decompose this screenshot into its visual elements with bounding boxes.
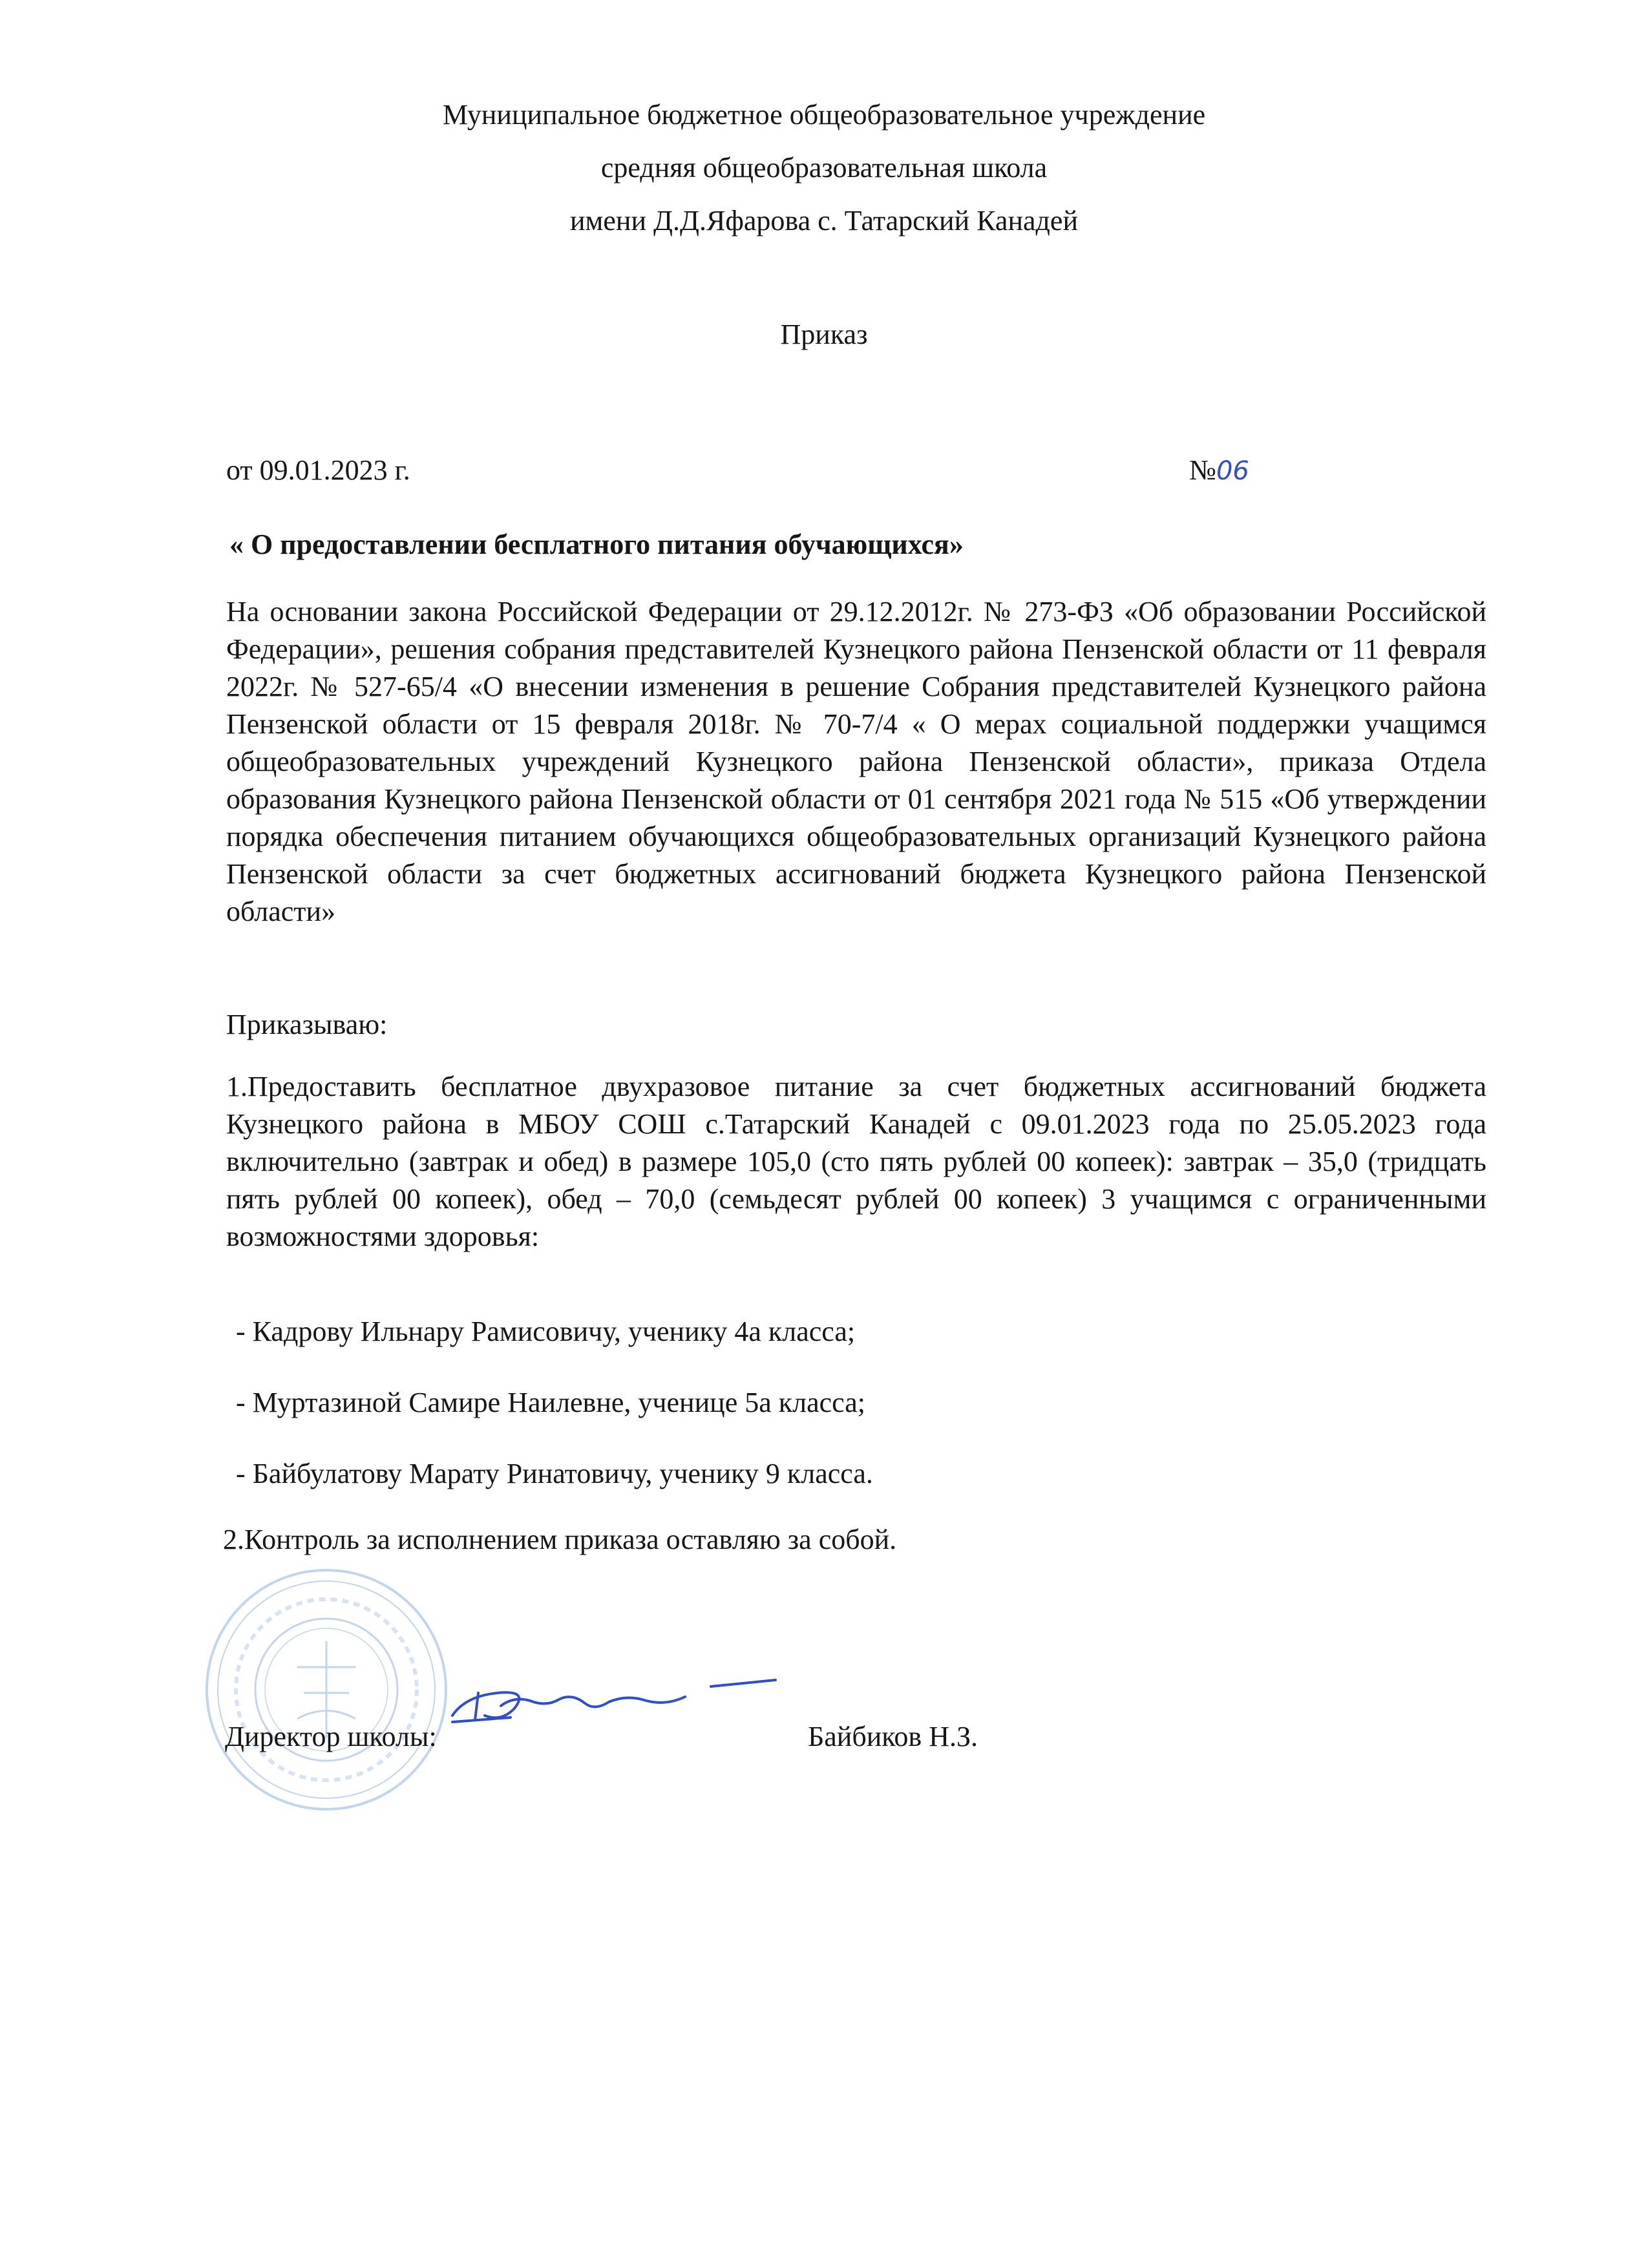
- signatory-name: Байбиков Н.З.: [808, 1721, 978, 1752]
- order-command: Приказываю:: [226, 1009, 388, 1040]
- student-list-item: - Байбулатову Марату Ринатовичу, ученику 9 класса.: [236, 1458, 873, 1489]
- order-title: « О предоставлении бесплатного питания обучающихся»: [229, 529, 964, 560]
- order-number-prefix: №: [1189, 454, 1216, 486]
- order-item-1: 1.Предоставить бесплатное двухразовое питание за счет бюджетных ассигнований бюджета Кузнецкого района в МБОУ СОШ с.Татарский Канадей с 09.01.2023 года по 25.05.2023 года включительно (завтрак и обед) в размере 105,0 (сто пять рублей 00 копеек): завтрак – 35,0 (тридцать пять рублей 00 копеек), обед – 70,0 (семьдесят рублей 00 копеек) 3 учащимся с ограниченными возможностями здоровья:: [226, 1071, 1486, 1252]
- order-basis-paragraph: На основании закона Российской Федерации от 29.12.2012г. № 273-ФЗ «Об образовании Российской Федерации», решения собрания представителей Кузнецкого района Пензенской области от 11 февраля 2022г. № 527-65/4 «О внесении изменения в решение Собрания представителей Кузнецкого района Пензенской области от 15 февраля 2018г. № 70-7/4 « О мерах социальной поддержки учащимся общеобразовательных учреждений Кузнецкого района Пензенской области», приказа Отдела образования Кузнецкого района Пензенской области от 01 сентября 2021 года № 515 «Об утверждении порядка обеспечения питанием обучающихся общеобразовательных организаций Кузнецкого района Пензенской области за счет бюджетных ассигнований бюджета Кузнецкого района Пензенской области»: [226, 596, 1486, 927]
- student-list-item: - Кадрову Ильнару Рамисовичу, ученику 4а класса;: [236, 1316, 856, 1347]
- order-number-handwritten: 06: [1216, 456, 1249, 486]
- official-seal-stamp: [200, 1564, 452, 1816]
- student-list-item: - Муртазиной Самире Наилевне, ученице 5а класса;: [236, 1387, 865, 1418]
- org-name-line-3: имени Д.Д.Яфарова с. Татарский Канадей: [570, 205, 1078, 236]
- document-type: Приказ: [780, 319, 868, 350]
- order-number: [1189, 452, 1249, 489]
- order-date: от 09.01.2023 г.: [226, 454, 410, 486]
- director-signature: [439, 1661, 840, 1738]
- org-name-line-2: средняя общеобразовательная школа: [600, 152, 1048, 184]
- org-name-line-1: Муниципальное бюджетное общеобразовательное учреждение: [442, 99, 1206, 131]
- order-item-2: 2.Контроль за исполнением приказа оставляю за собой.: [223, 1524, 897, 1555]
- signatory-position: Директор школы:: [225, 1721, 437, 1752]
